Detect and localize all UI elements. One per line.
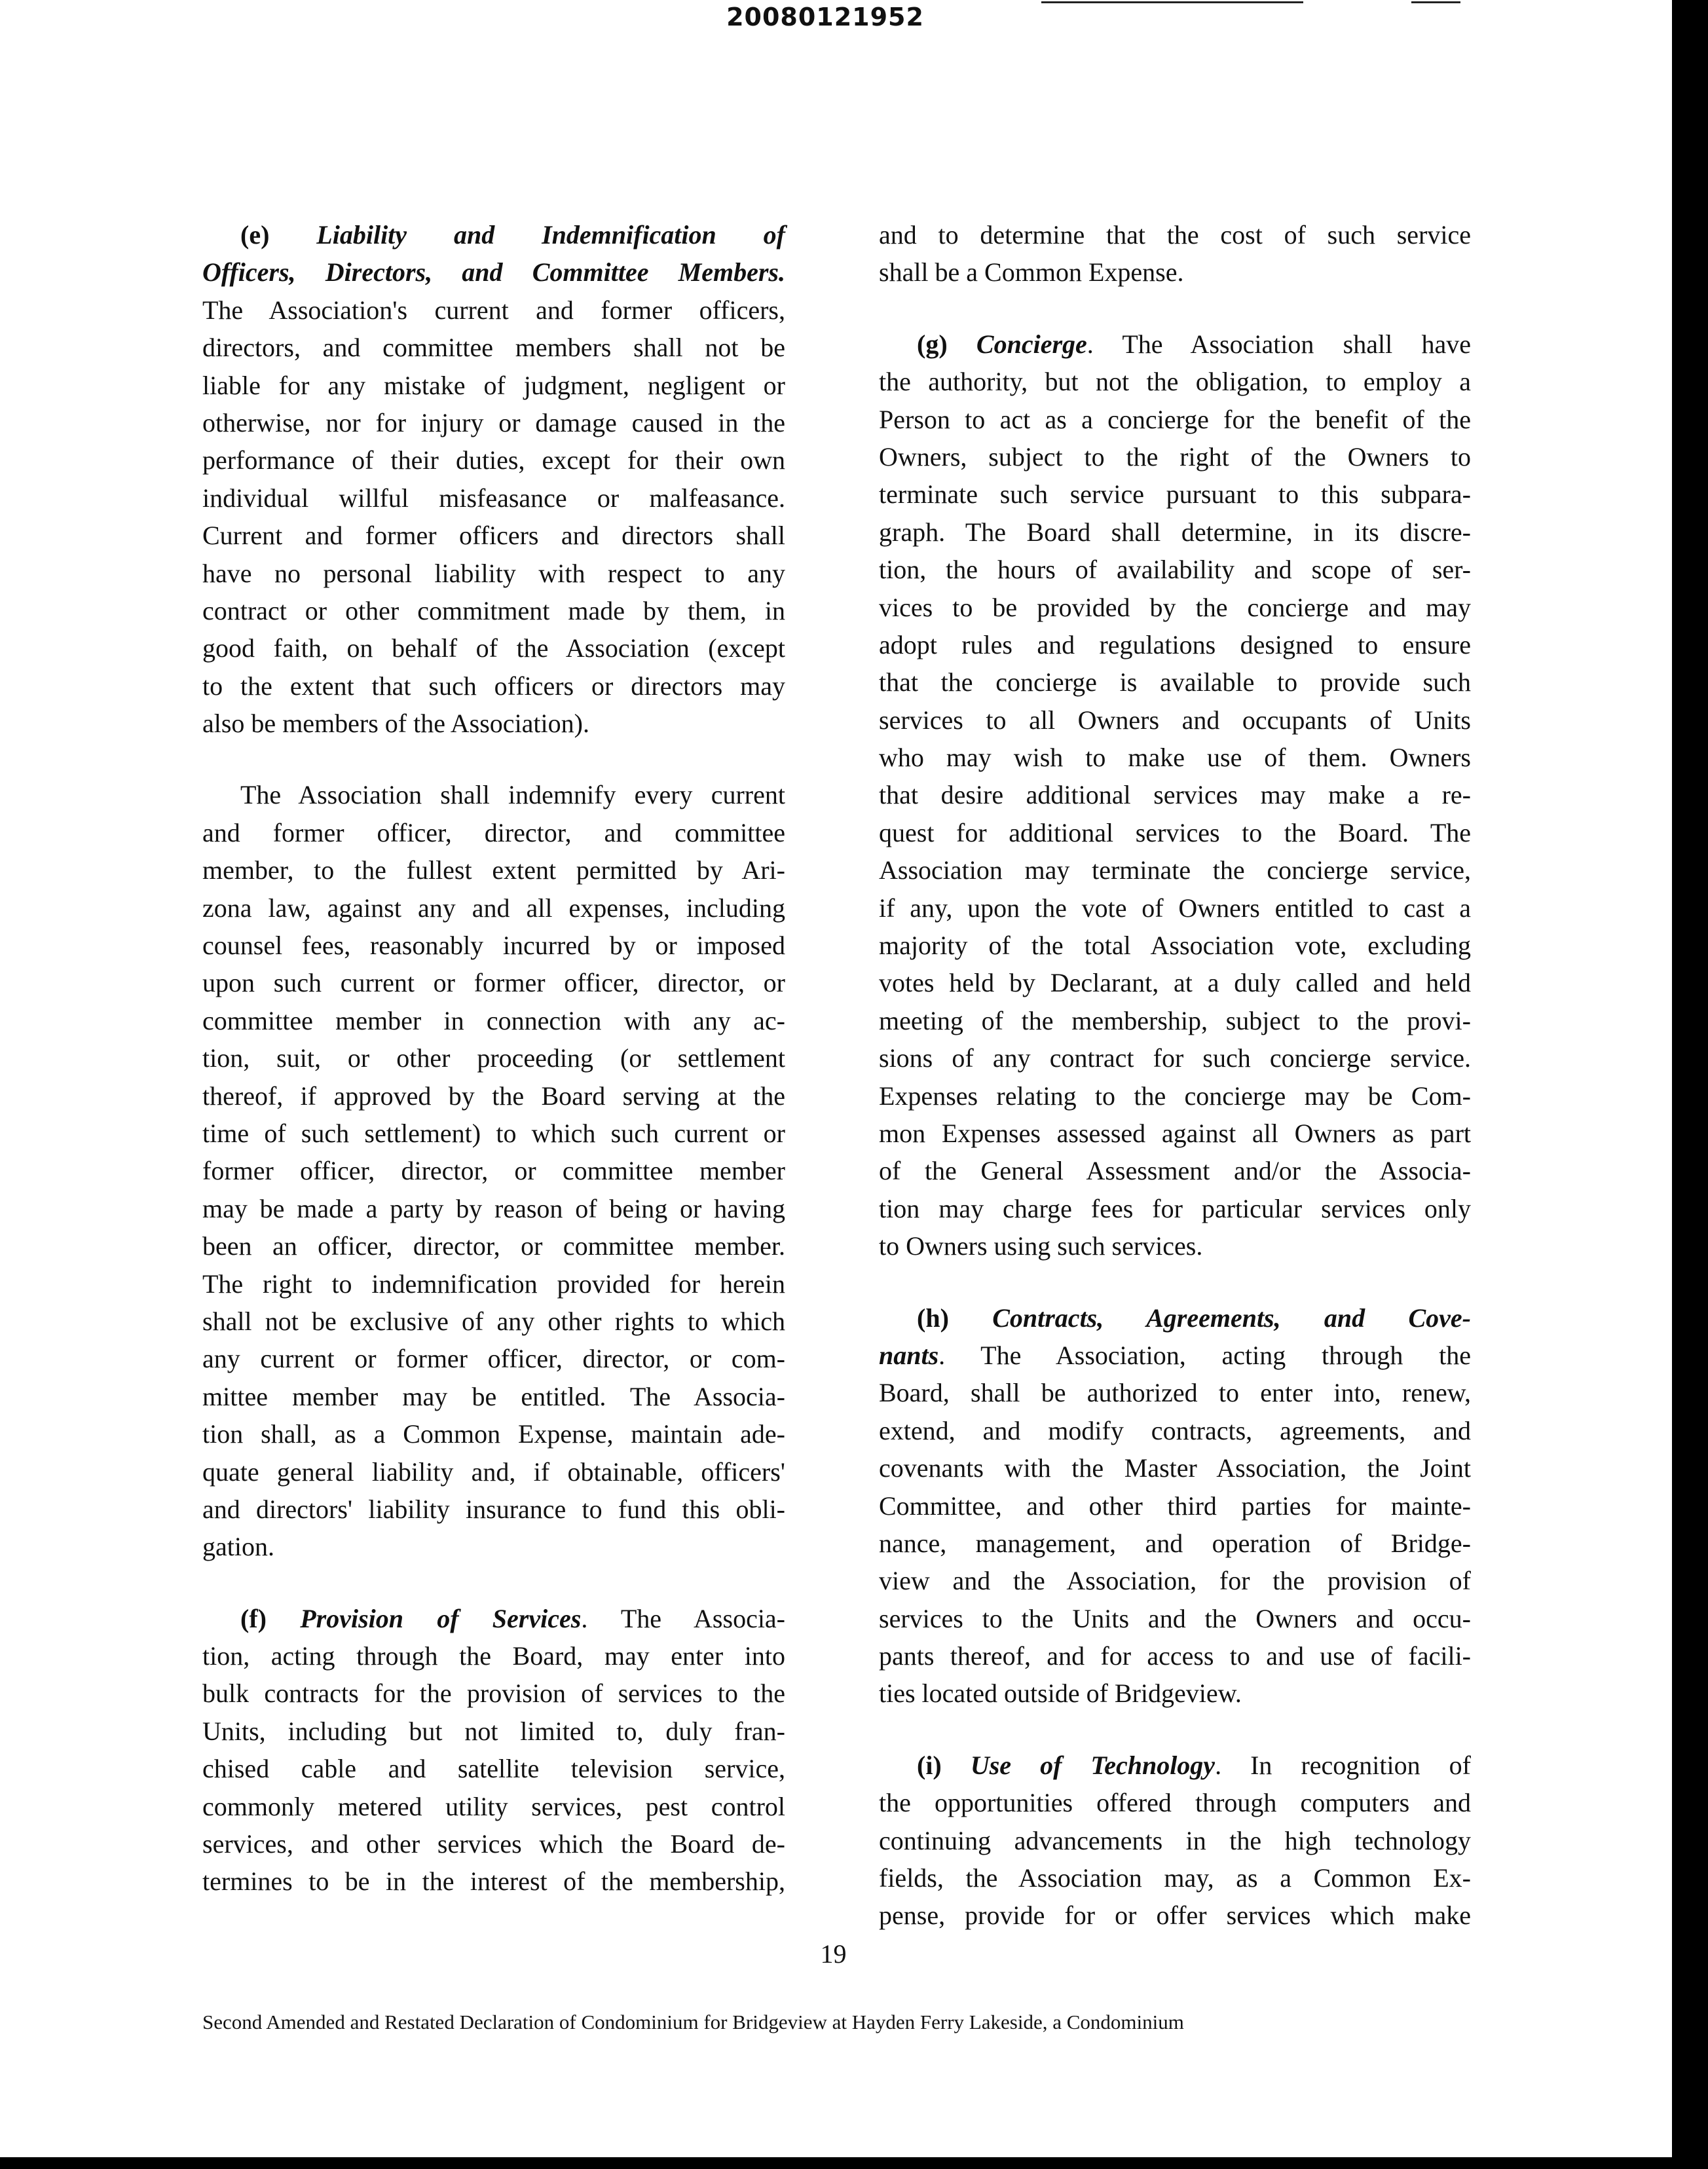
text-line: member, to the fullest extent permitted by Ari- (202, 855, 785, 885)
paragraph (202, 1600, 785, 1900)
text-line: tion shall, as a Common Expense, maintain ade- (202, 1419, 785, 1449)
text-line: sions of any contract for such concierge service. (879, 1043, 1471, 1073)
section-heading: Use of Technology (970, 1750, 1216, 1780)
text-line: continuing advancements in the high technology (879, 1825, 1471, 1855)
text-line: mon Expenses assessed against all Owners as part (879, 1118, 1471, 1148)
text-line: The right to indemnification provided for herein (202, 1269, 785, 1299)
paragraph (202, 776, 785, 1565)
section-label: (h) (917, 1303, 993, 1333)
text-line: Owners, subject to the right of the Owners to (879, 441, 1471, 472)
section-label: (i) (917, 1750, 971, 1780)
footer-title: Second Amended and Restated Declaration of Condominium for Bridgeview at Hayden Ferry Lakeside, a Condominium (202, 2011, 1184, 2033)
text-line: any current or former officer, director, or com- (202, 1344, 785, 1374)
text-line: Committee, and other third parties for mainte- (879, 1491, 1471, 1521)
text-line: bulk contracts for the provision of services to the (202, 1678, 785, 1709)
text-line: if any, upon the vote of Owners entitled to cast a (879, 893, 1471, 923)
text-line: shall be a Common Expense. (879, 257, 1184, 287)
text-line: tion may charge fees for particular services only (879, 1193, 1471, 1223)
text-line: terminate such service pursuant to this subpara- (879, 479, 1471, 510)
text-run: . The Association, acting through the (938, 1340, 1471, 1370)
text-line: pense, provide for or offer services which make (879, 1900, 1471, 1931)
text-line: directors, and committee members shall not be (202, 333, 785, 363)
document-number: 20080121952 (726, 3, 924, 31)
text-line: Current and former officers and directors shall (202, 521, 785, 551)
text-line: former officer, director, or committee member (202, 1156, 785, 1186)
text-line: of the General Assessment and/or the Associa- (879, 1156, 1471, 1186)
text-line: also be members of the Association). (202, 709, 589, 739)
text-line: The Association shall indemnify every current (240, 780, 785, 810)
text-line: and directors' liability insurance to fund this obli- (202, 1494, 785, 1524)
text-line: extend, and modify contracts, agreements, and (879, 1415, 1471, 1445)
section-heading: Liability and Indemnification of (316, 220, 785, 250)
text-line: The Association's current and former officers, (202, 295, 785, 325)
text-line: fields, the Association may, as a Common Ex- (879, 1863, 1471, 1893)
paragraph (879, 325, 1471, 1265)
text-line: Association may terminate the concierge service, (879, 855, 1471, 885)
text-line: tion, suit, or other proceeding (or settlement (202, 1043, 785, 1073)
scan-edge-right (1672, 0, 1708, 2169)
text-line: termines to be in the interest of the membership, (202, 1866, 785, 1897)
scan-mark-line (1411, 1, 1460, 3)
text-line: that the concierge is available to provide such (879, 667, 1471, 697)
text-line: votes held by Declarant, at a duly called and held (879, 968, 1471, 998)
text-line: and to determine that the cost of such service (879, 220, 1471, 250)
section-label: (f) (240, 1603, 301, 1633)
text-line: services to the Units and the Owners and occu- (879, 1603, 1471, 1633)
text-line: adopt rules and regulations designed to ensure (879, 629, 1471, 659)
scan-mark-line (1041, 1, 1303, 3)
text-line: commonly metered utility services, pest control (202, 1791, 785, 1821)
text-line: quate general liability and, if obtainable, officers' (202, 1456, 785, 1487)
text-line: mittee member may be entitled. The Associa- (202, 1381, 785, 1411)
text-line: view and the Association, for the provision of (879, 1566, 1471, 1596)
text-line: zona law, against any and all expenses, including (202, 893, 785, 923)
text-line: covenants with the Master Association, the Joint (879, 1453, 1471, 1483)
text-line: performance of their duties, except for their own (202, 445, 785, 475)
paragraph (879, 1299, 1471, 1713)
text-run: . The Association shall have (1086, 329, 1471, 359)
section-heading: Contracts, Agreements, and Cove- (992, 1303, 1471, 1333)
text-line: the opportunities offered through computers and (879, 1788, 1471, 1818)
section-label: (e) (240, 220, 317, 250)
right-column (879, 216, 1471, 1969)
text-line: who may wish to make use of them. Owners (879, 743, 1471, 773)
page-number: 19 (820, 1939, 847, 1969)
text-run: . The Associa- (581, 1603, 786, 1633)
text-line: ties located outside of Bridgeview. (879, 1678, 1242, 1709)
text-line: good faith, on behalf of the Association (except (202, 633, 785, 663)
text-line (879, 1747, 1471, 1784)
text-line (879, 1299, 1471, 1337)
text-line (202, 1600, 785, 1637)
text-line: tion, the hours of availability and scope of ser- (879, 555, 1471, 585)
text-line: otherwise, nor for injury or damage caused in the (202, 407, 785, 437)
text-line: upon such current or former officer, director, or (202, 968, 785, 998)
text-line: services, and other services which the Board de- (202, 1829, 785, 1859)
text-line: tion, acting through the Board, may enter into (202, 1641, 785, 1671)
text-line: Person to act as a concierge for the benefit of the (879, 404, 1471, 434)
text-line: to the extent that such officers or directors may (202, 671, 785, 701)
text-line (879, 1337, 1471, 1374)
text-line: gation. (202, 1532, 274, 1562)
text-run: . In recognition of (1215, 1750, 1472, 1780)
text-line: services to all Owners and occupants of Units (879, 705, 1471, 735)
text-line: may be made a party by reason of being or having (202, 1193, 785, 1223)
text-line: contract or other commitment made by them, in (202, 595, 785, 625)
section-heading: Officers, Directors, and Committee Members. (202, 257, 785, 287)
section-heading: nants (879, 1340, 939, 1370)
text-line: graph. The Board shall determine, in its discre- (879, 517, 1471, 547)
text-line: Units, including but not limited to, duly fran- (202, 1716, 785, 1746)
text-line: have no personal liability with respect to any (202, 558, 785, 588)
text-line: liable for any mistake of judgment, negligent or (202, 370, 785, 400)
text-line: individual willful misfeasance or malfeasance. (202, 483, 785, 513)
text-line (202, 253, 785, 291)
text-line: vices to be provided by the concierge and may (879, 592, 1471, 622)
section-heading: Provision of Services (300, 1603, 582, 1633)
text-line: thereof, if approved by the Board serving at the (202, 1081, 785, 1111)
paragraph (879, 216, 1471, 291)
text-line: chised cable and satellite television service, (202, 1754, 785, 1784)
text-line: Board, shall be authorized to enter into, renew, (879, 1378, 1471, 1408)
text-line: quest for additional services to the Board. The (879, 817, 1471, 847)
text-line: time of such settlement) to which such current or (202, 1118, 785, 1148)
text-line: and former officer, director, and committee (202, 817, 785, 847)
text-line: meeting of the membership, subject to the provi- (879, 1005, 1471, 1035)
text-line: to Owners using such services. (879, 1231, 1203, 1261)
text-line: counsel fees, reasonably incurred by or imposed (202, 931, 785, 961)
text-line (202, 216, 785, 253)
paragraph (879, 1747, 1471, 1935)
text-line: pants thereof, and for access to and use of facili- (879, 1641, 1471, 1671)
text-line: majority of the total Association vote, excluding (879, 931, 1471, 961)
text-line: shall not be exclusive of any other rights to which (202, 1306, 785, 1336)
section-heading: Concierge (976, 329, 1087, 359)
text-line: nance, management, and operation of Bridge- (879, 1528, 1471, 1558)
scan-edge-bottom (0, 2157, 1708, 2169)
paragraph (202, 216, 785, 742)
text-line: committee member in connection with any ac- (202, 1005, 785, 1035)
text-line: been an officer, director, or committee member. (202, 1231, 785, 1261)
text-line: the authority, but not the obligation, to employ a (879, 367, 1471, 397)
text-line: that desire additional services may make a re- (879, 780, 1471, 810)
text-line: Expenses relating to the concierge may be Com- (879, 1081, 1471, 1111)
section-label: (g) (917, 329, 976, 359)
text-line (879, 325, 1471, 363)
left-column (202, 216, 785, 1935)
